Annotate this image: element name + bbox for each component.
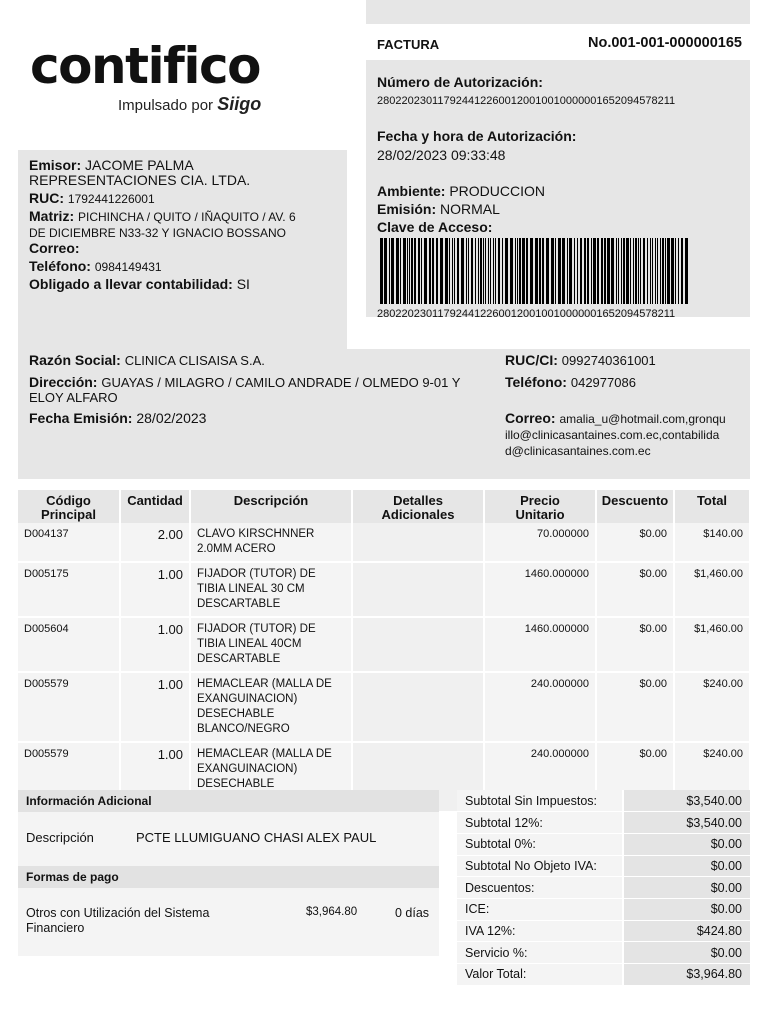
desc-line: TIBIA LINEAL 30 CM [197,583,305,595]
barcode-bar [436,238,438,304]
barcode-bar [647,238,648,304]
cell-cantidad: 2.00 [120,523,190,562]
cell-descuento: $0.00 [596,742,674,812]
totals-value: $0.00 [623,855,750,877]
cell-detalles [352,672,484,742]
cell-codigo: D005579 [18,672,120,742]
client-razon [29,353,265,368]
header-detalles-2: Adicionales [381,507,455,522]
barcode-bar [488,238,489,304]
barcode-bar [611,238,614,304]
barcode-bar [421,238,422,304]
barcode-bar [409,238,410,304]
barcode-bar [526,238,528,304]
barcode-bar [638,238,639,304]
cell-codigo: D005175 [18,562,120,617]
client-correo [505,411,750,459]
barcode-bar [546,238,549,304]
issuer-telefono-value: 0984149431 [94,260,162,274]
desc-line: 2.0MM ACERO [197,543,276,555]
clave-value: 2802202301179244122600120010010000001652094578211 [377,308,676,320]
payment-method-line1: Otros con Utilización del Sistema [26,906,210,920]
issuer-contab-label: Obligado a llevar contabilidad: [29,276,233,292]
barcode-bar [633,238,634,304]
brand-logo: Siigo [217,94,262,114]
barcode-bar [626,238,629,304]
barcode-bar [623,238,625,304]
totals-label: Subtotal 0%: [457,833,623,855]
barcode-bar [558,238,561,304]
header-codigo-2: Principal [41,507,96,522]
barcode-bar [384,238,387,304]
header-precio-1: Precio [520,493,560,508]
cell-total: $140.00 [674,523,750,562]
barcode-bar [440,238,443,304]
cell-codigo: D004137 [18,523,120,562]
totals-value: $424.80 [623,920,750,942]
desc-line: CLAVO KIRSCHNNER [197,528,315,540]
barcode-bar [577,238,578,304]
client-fecha-value: 28/02/2023 [136,410,207,426]
cell-precio: 240.000000 [484,742,596,812]
barcode-bar [601,238,603,304]
barcode-bar [389,238,390,304]
cell-descripcion [190,562,352,617]
totals-label: ICE: [457,898,623,920]
client-direccion-line1: GUAYAS / MILAGRO / CAMILO ANDRADE / OLMEDO 9-01 Y [101,375,461,390]
company-logo: contifico [30,37,261,95]
totals-value: $3,964.80 [623,964,750,986]
barcode-bar [542,238,544,304]
desc-line: DESCARTABLE [197,653,281,665]
client-razon-value: CLINICA CLISAISA S.A. [124,353,265,368]
issuer-contab-value: SI [236,276,250,292]
cell-precio: 1460.000000 [484,617,596,672]
document-type: FACTURA [377,37,440,52]
auth-date: 28/02/2023 09:33:48 [377,147,506,163]
barcode-bar [454,238,455,304]
barcode-bar [418,238,420,304]
header-strip [366,0,750,24]
totals-row [457,942,750,964]
desc-line: TIBIA LINEAL 40CM [197,638,302,650]
issuer-matriz-line1: PICHINCHA / QUITO / IÑAQUITO / AV. 6 [78,210,296,224]
barcode-bar [593,238,596,304]
barcode-bar [432,238,434,304]
client-direccion-line2: ELOY ALFARO [29,390,118,405]
cell-descuento: $0.00 [596,617,674,672]
payment-amount: $3,964.80 [306,906,358,918]
client-direccion-label: Dirección: [29,374,98,390]
barcode-bar [671,238,674,304]
totals-label: Servicio %: [457,942,623,964]
client-correo-label: Correo: [505,410,556,426]
desc-line: DESCARTABLE [197,598,281,610]
client-ruc-value: 0992740361001 [561,353,656,368]
issuer-ruc-value: 1792441226001 [67,192,155,206]
cell-descuento: $0.00 [596,562,674,617]
barcode-bar [685,238,688,304]
barcode-bar [681,238,683,304]
issuer-ruc-label: RUC: [29,190,64,206]
barcode-bar [569,238,572,304]
issuer-name-line2: REPRESENTACIONES CIA. LTDA. [29,172,251,188]
barcode-bar [498,238,500,304]
barcode-bar [662,238,664,304]
desc-line: HEMACLEAR (MALLA DE [197,748,332,760]
auth-number: 2802202301179244122600120010010000001652094578211 [377,95,676,107]
client-telefono [505,375,636,390]
barcode-bar [461,238,464,304]
ambiente-label: Ambiente: [377,183,446,199]
totals-label: Subtotal No Objeto IVA: [457,855,623,877]
barcode-bar [445,238,448,304]
barcode-bar [678,238,679,304]
barcode-bar [621,238,622,304]
barcode-bar [635,238,637,304]
client-telefono-label: Teléfono: [505,374,567,390]
barcode-bar [380,238,383,304]
client-telefono-value: 042977086 [570,375,636,390]
barcode-bar [580,238,582,304]
totals-label: Descuentos: [457,877,623,899]
items-header-row [18,490,750,523]
additional-info-title: Información Adicional [18,790,439,812]
ambiente-row [377,183,545,199]
header-descuento: Descuento [596,490,674,523]
barcode-bar [519,238,521,304]
desc-line: EXANGUINACION) [197,763,298,775]
cell-total: $240.00 [674,742,750,812]
additional-info-section [18,790,439,956]
payment-methods-title: Formas de pago [18,866,439,888]
totals-label: Subtotal Sin Impuestos: [457,790,623,812]
barcode-bar [562,238,565,304]
header-detalles-1: Detalles [393,493,443,508]
barcode-bar [587,238,589,304]
barcode-bar [522,238,525,304]
issuer-name [29,158,339,188]
auth-number-label: Número de Autorización: [377,74,543,90]
issuer-name-line1: JACOME PALMA [85,157,194,173]
barcode-bar [650,238,651,304]
totals-row [457,920,750,942]
clave-label: Clave de Acceso: [377,219,493,235]
barcode-bar [502,238,503,304]
client-correo-line2: illo@clinicasantaines.com.ec,contabilida [505,428,720,442]
emision-value: NORMAL [440,201,500,217]
desc-line: DESECHABLE [197,778,275,790]
barcode-bar [452,238,453,304]
totals-value: $0.00 [623,942,750,964]
cell-cantidad: 1.00 [120,742,190,812]
payment-days: 0 días [395,906,430,920]
info-desc-value: PCTE LLUMIGUANO CHASI ALEX PAUL [136,830,377,845]
cell-precio: 240.000000 [484,672,596,742]
barcode-bar [483,238,484,304]
barcode-bar [584,238,586,304]
emision-label: Emisión: [377,201,437,217]
barcode-bar [591,238,592,304]
cell-cantidad: 1.00 [120,617,190,672]
barcode-bar [424,238,427,304]
header-detalles [352,490,484,523]
barcode-bar [414,238,416,304]
cell-codigo: D005604 [18,617,120,672]
cell-precio: 70.000000 [484,523,596,562]
header-precio-2: Unitario [515,507,565,522]
barcode-bar [457,238,459,304]
logo-tagline [118,94,261,115]
invoice-number: No.001-001-000000165 [588,35,742,51]
barcode-bar [495,238,496,304]
payment-method-line2: Financiero [26,921,85,935]
issuer-matriz-label: Matriz: [29,208,75,224]
barcode-bar [597,238,599,304]
desc-line: FIJADOR (TUTOR) DE [197,623,316,635]
barcode-bar [396,238,399,304]
barcode-bar [391,238,394,304]
totals-label: Subtotal 12%: [457,812,623,834]
info-desc-label: Descripción [26,830,94,845]
items-table [18,490,751,813]
header-precio [484,490,596,523]
issuer-label: Emisor: [29,157,82,173]
cell-total: $1,460.00 [674,617,750,672]
barcode-bar [517,238,518,304]
barcode-bar [555,238,556,304]
barcode-bar [660,238,661,304]
payment-method [26,906,256,936]
barcode-bar [466,238,467,304]
issuer-matriz-line2: DE DICIEMBRE N33-32 Y IGNACIO BOSSANO [29,226,286,240]
barcode-bar [429,238,431,304]
issuer-matriz [29,209,339,241]
barcode-bar [493,238,494,304]
issuer-contabilidad [29,277,339,292]
cell-descripcion [190,672,352,742]
barcode-bar [657,238,658,304]
barcode-bar [675,238,676,304]
client-ruc-label: RUC/CI: [505,352,558,368]
barcode-bar [667,238,670,304]
issuer-telefono-label: Teléfono: [29,258,91,274]
cell-descuento: $0.00 [596,672,674,742]
totals-row [457,833,750,855]
desc-line: EXANGUINACION) [197,693,298,705]
header-total: Total [674,490,750,523]
cell-cantidad: 1.00 [120,672,190,742]
table-row [18,523,750,562]
desc-line: HEMACLEAR (MALLA DE [197,678,332,690]
barcode-bar [655,238,656,304]
client-correo-line1: amalia_u@hotmail.com,gronqu [559,412,726,426]
barcode-bar [505,238,508,304]
issuer-ruc [29,191,339,207]
barcode-bar [478,238,479,304]
barcode-bar [607,238,610,304]
barcode-bar [471,238,473,304]
cell-total: $240.00 [674,672,750,742]
totals-row [457,812,750,834]
barcode-bar [640,238,641,304]
totals-row [457,790,750,812]
desc-line: DESECHABLE [197,708,275,720]
auth-date-label: Fecha y hora de Autorización: [377,128,577,144]
access-key-barcode [380,238,692,304]
client-direccion [29,375,479,405]
barcode-bar [535,238,538,304]
client-correo-line3: d@clinicasantaines.com.ec [505,444,651,458]
client-ruc [505,353,656,368]
cell-precio: 1460.000000 [484,562,596,617]
cell-detalles [352,523,484,562]
totals-row [457,855,750,877]
totals-value: $0.00 [623,898,750,920]
barcode-bar [480,238,482,304]
table-row [18,672,750,742]
totals-value: $0.00 [623,833,750,855]
issuer-correo-label: Correo: [29,240,80,256]
ambiente-value: PRODUCCION [449,183,546,199]
totals-label: Valor Total: [457,964,623,986]
barcode-bar [510,238,513,304]
cell-cantidad: 1.00 [120,562,190,617]
barcode-bar [551,238,554,304]
cell-codigo: D005579 [18,742,120,812]
header-descripcion: Descripción [190,490,352,523]
cell-total: $1,460.00 [674,562,750,617]
tagline-text: Impulsado por [118,97,214,114]
issuer-telefono [29,259,339,275]
totals-value: $0.00 [623,877,750,899]
totals-label: IVA 12%: [457,920,623,942]
barcode-bar [665,238,666,304]
totals-table [457,790,750,986]
cell-descuento: $0.00 [596,523,674,562]
barcode-bar [604,238,606,304]
barcode-bar [485,238,486,304]
barcode-bar [652,238,653,304]
header-cantidad: Cantidad [120,490,190,523]
totals-row [457,877,750,899]
totals-value: $3,540.00 [623,812,750,834]
barcode-bar [468,238,469,304]
barcode-bar [407,238,408,304]
barcode-bar [490,238,491,304]
cell-descripcion [190,523,352,562]
barcode-bar [515,238,516,304]
cell-detalles [352,617,484,672]
barcode-bar [567,238,568,304]
barcode-bar [618,238,619,304]
barcode-bar [449,238,450,304]
table-row [18,562,750,617]
table-row [18,617,750,672]
desc-line: BLANCO/NEGRO [197,723,290,735]
header-codigo-1: Código [46,493,91,508]
emision-row [377,201,500,217]
header-codigo [18,490,120,523]
barcode-bar [411,238,413,304]
barcode-bar [630,238,631,304]
barcode-bar [616,238,617,304]
client-fecha [29,411,206,426]
barcode-bar [530,238,533,304]
totals-value: $3,540.00 [623,790,750,812]
client-razon-label: Razón Social: [29,352,121,368]
barcode-bar [400,238,401,304]
client-fecha-label: Fecha Emisión: [29,410,133,426]
desc-line: FIJADOR (TUTOR) DE [197,568,316,580]
barcode-bar [539,238,541,304]
cell-descripcion [190,617,352,672]
totals-row [457,898,750,920]
barcode-bar [643,238,645,304]
cell-detalles [352,562,484,617]
barcode-bar [403,238,406,304]
barcode-bar [475,238,476,304]
totals-row [457,964,750,986]
barcode-bar [574,238,575,304]
